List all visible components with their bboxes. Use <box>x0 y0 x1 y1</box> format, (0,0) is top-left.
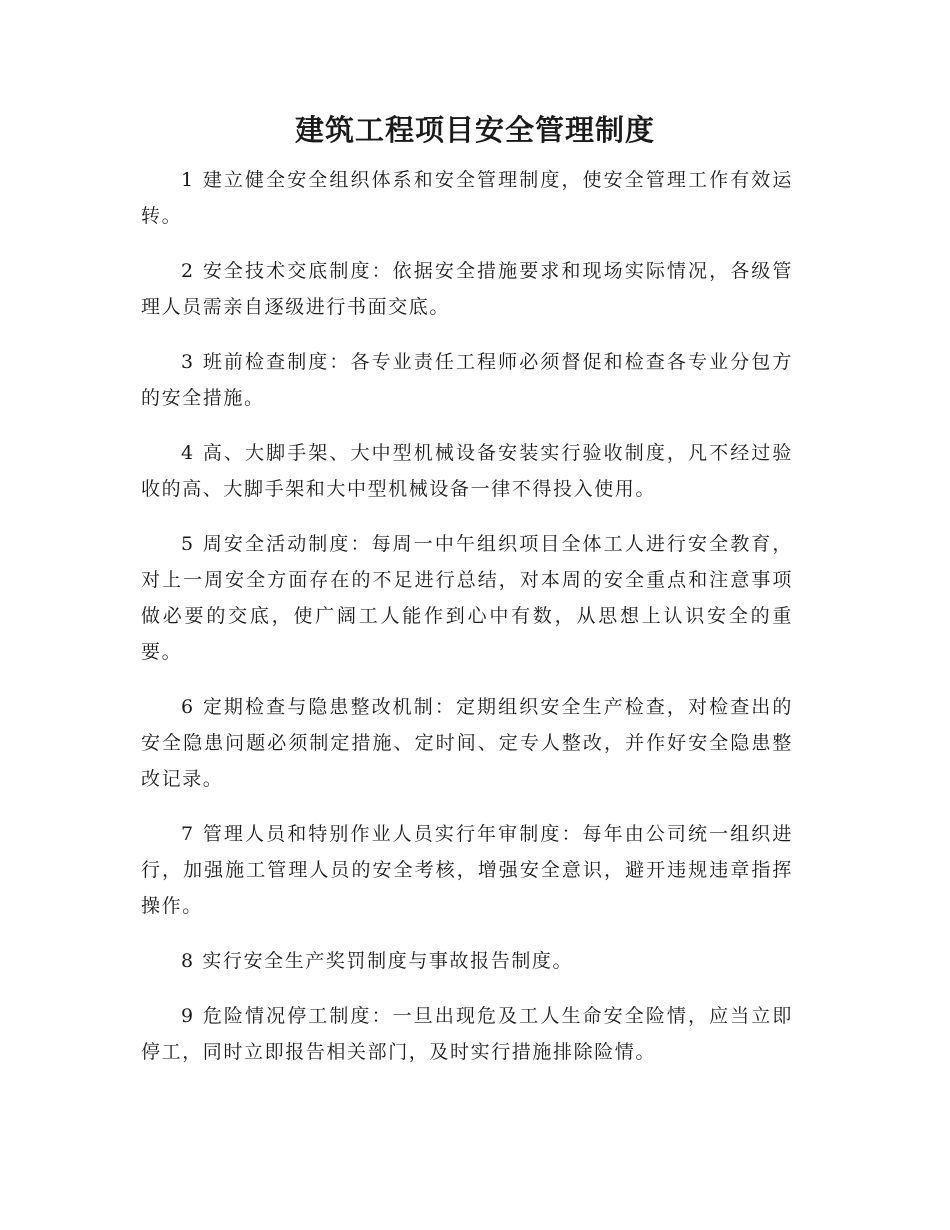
document-body <box>141 162 793 1089</box>
paragraph-8: 8 实行安全生产奖罚制度与事故报告制度。 <box>181 950 574 972</box>
paragraph-2: 2 安全技术交底制度：依据安全措施要求和现场实际情况，各级管理人员需亲自逐级进行书面交底。 <box>141 260 793 318</box>
paragraph-5: 5 周安全活动制度：每周一中午组织项目全体工人进行安全教育，对上一周安全方面存在的不足进行总结，对本周的安全重点和注意事项做必要的交底，使广阔工人能作到心中有数，从思想上认识安全的重要。 <box>141 533 793 663</box>
paragraph-7: 7 管理人员和特别作业人员实行年审制度：每年由公司统一组织进行，加强施工管理人员的安全考核，增强安全意识，避开违规违章指挥操作。 <box>141 823 793 917</box>
paragraph-9: 9 危险情况停工制度：一旦出现危及工人生命安全险情，应当立即停工，同时立即报告相关部门，及时实行措施排除险情。 <box>141 1005 793 1063</box>
document-title: 建筑工程项目安全管理制度 <box>294 113 655 147</box>
paragraph-1: 1 建立健全安全组织体系和安全管理制度，使安全管理工作有效运转。 <box>141 169 793 227</box>
paragraph-6: 6 定期检查与隐患整改机制：定期组织安全生产检查，对检查出的安全隐患问题必须制定措施、定时间、定专人整改，并作好安全隐患整改记录。 <box>141 696 793 790</box>
paragraph-3: 3 班前检查制度：各专业责任工程师必须督促和检查各专业分包方的安全措施。 <box>141 351 793 409</box>
paragraph-4: 4 高、大脚手架、大中型机械设备安装实行验收制度，凡不经过验收的高、大脚手架和大中型机械设备一律不得投入使用。 <box>141 442 793 500</box>
